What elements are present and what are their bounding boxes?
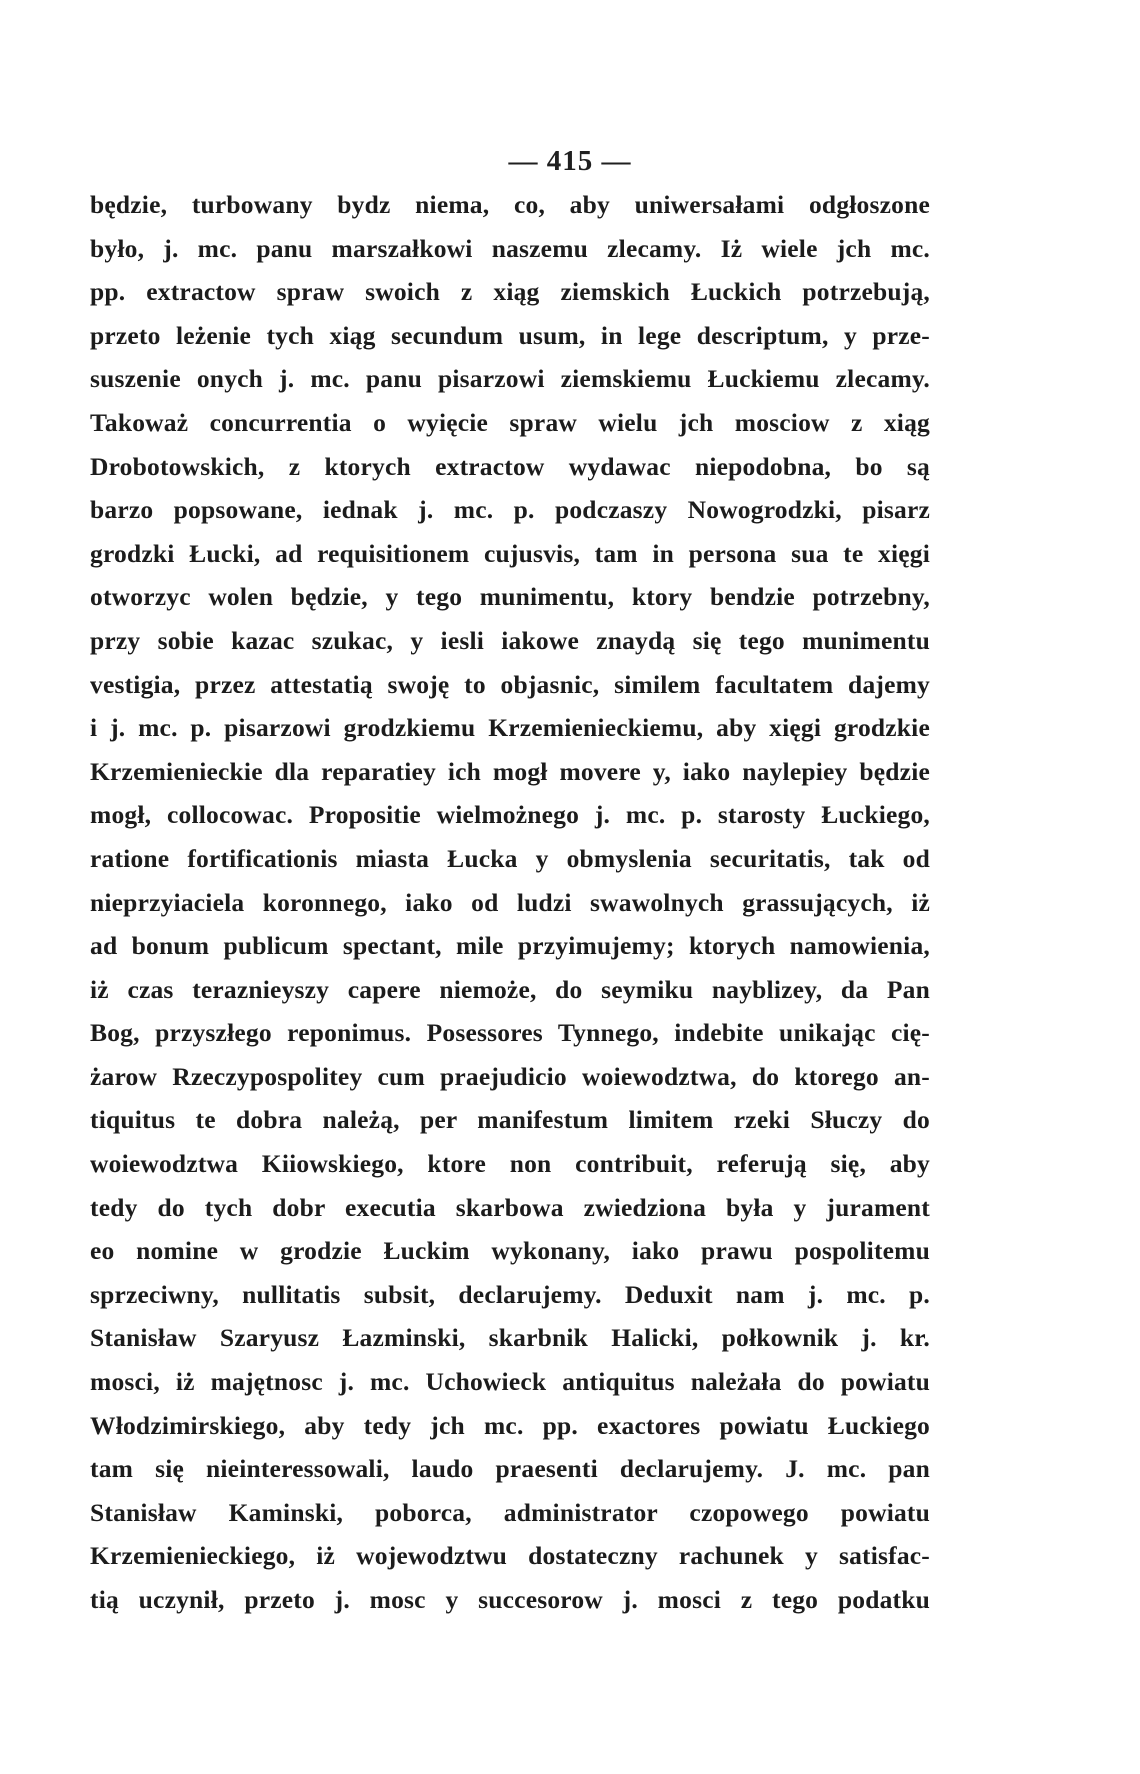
text-line: eo nomine w grodzie Łuckim wykonany, iako prawu pospolitemu <box>90 1236 930 1266</box>
text-line: barzo popsowane, iednak j. mc. p. podczaszy Nowogrodzki, pisarz <box>90 495 930 525</box>
text-line: mosci, iż majętnosc j. mc. Uchowieck antiquitus należała do powiatu <box>90 1367 930 1397</box>
text-line: tam się nieinteressowali, laudo praesenti declarujemy. J. mc. pan <box>90 1454 930 1484</box>
text-line: Stanisław Kaminski, poborca, administrator czopowego powiatu <box>90 1497 930 1527</box>
text-line: Krzemienieckiego, iż wojewodztwu dostateczny rachunek y satisfac- <box>90 1541 930 1571</box>
text-line: Włodzimirskiego, aby tedy jch mc. pp. exactores powiatu Łuckiego <box>90 1410 930 1440</box>
text-line: ratione fortificationis miasta Łucka y obmyslenia securitatis, tak od <box>90 843 930 873</box>
text-line: iż czas teraznieyszy capere niemoże, do seymiku nayblizey, da Pan <box>90 974 930 1004</box>
text-line: Stanisław Szaryusz Łazminski, skarbnik Halicki, połkownik j. kr. <box>90 1323 930 1353</box>
text-line: suszenie onych j. mc. panu pisarzowi ziemskiemu Łuckiemu zlecamy. <box>90 364 930 394</box>
text-line: otworzyc wolen będzie, y tego munimentu, ktory bendzie potrzebny, <box>90 582 930 612</box>
text-line: przeto leżenie tych xiąg secundum usum, in lege descriptum, y prze- <box>90 320 930 350</box>
text-line: pp. extractow spraw swoich z xiąg ziemskich Łuckich potrzebują, <box>90 277 930 307</box>
text-line: tedy do tych dobr executia skarbowa zwiedziona była y jurament <box>90 1192 930 1222</box>
text-line: tiquitus te dobra należą, per manifestum limitem rzeki Słuczy do <box>90 1105 930 1135</box>
text-line: było, j. mc. panu marszałkowi naszemu zlecamy. Iż wiele jch mc. <box>90 233 930 263</box>
text-line: Krzemienieckie dla reparatiey ich mogł movere y, iako naylepiey będzie <box>90 756 930 786</box>
text-line: nieprzyiaciela koronnego, iako od ludzi swawolnych grassujących, iż <box>90 887 930 917</box>
text-line: Takoważ concurrentia o wyięcie spraw wielu jch mosciow z xiąg <box>90 407 930 437</box>
text-line: grodzki Łucki, ad requisitionem cujusvis, tam in persona sua te xięgi <box>90 538 930 568</box>
text-line: vestigia, przez attestatią swoję to objasnic, similem facultatem dajemy <box>90 669 930 699</box>
body-text <box>90 183 930 1622</box>
page-number: — 415 — <box>508 145 632 177</box>
text-line: woiewodztwa Kiiowskiego, ktore non contribuit, referują się, aby <box>90 1149 930 1179</box>
text-line: Bog, przyszłego reponimus. Posessores Tynnego, indebite unikając cię- <box>90 1018 930 1048</box>
text-line: sprzeciwny, nullitatis subsit, declarujemy. Deduxit nam j. mc. p. <box>90 1279 930 1309</box>
text-line: tią uczynił, przeto j. mosc y succesorow j. mosci z tego podatku <box>90 1585 930 1614</box>
text-line: i j. mc. p. pisarzowi grodzkiemu Krzemienieckiemu, aby xięgi grodzkie <box>90 713 930 743</box>
text-line: żarow Rzeczypospolitey cum praejudicio woiewodztwa, do ktorego an- <box>90 1061 930 1091</box>
text-line: ad bonum publicum spectant, mile przyimujemy; ktorych namowienia, <box>90 931 930 961</box>
text-line: mogł, collocowac. Propositie wielmożnego j. mc. p. starosty Łuckiego, <box>90 800 930 830</box>
text-line: Drobotowskich, z ktorych extractow wydawac niepodobna, bo są <box>90 451 930 481</box>
text-line: przy sobie kazac szukac, y iesli iakowe znaydą się tego munimentu <box>90 625 930 655</box>
text-line: będzie, turbowany bydz niema, co, aby uniwersałami odgłoszone <box>90 190 930 219</box>
